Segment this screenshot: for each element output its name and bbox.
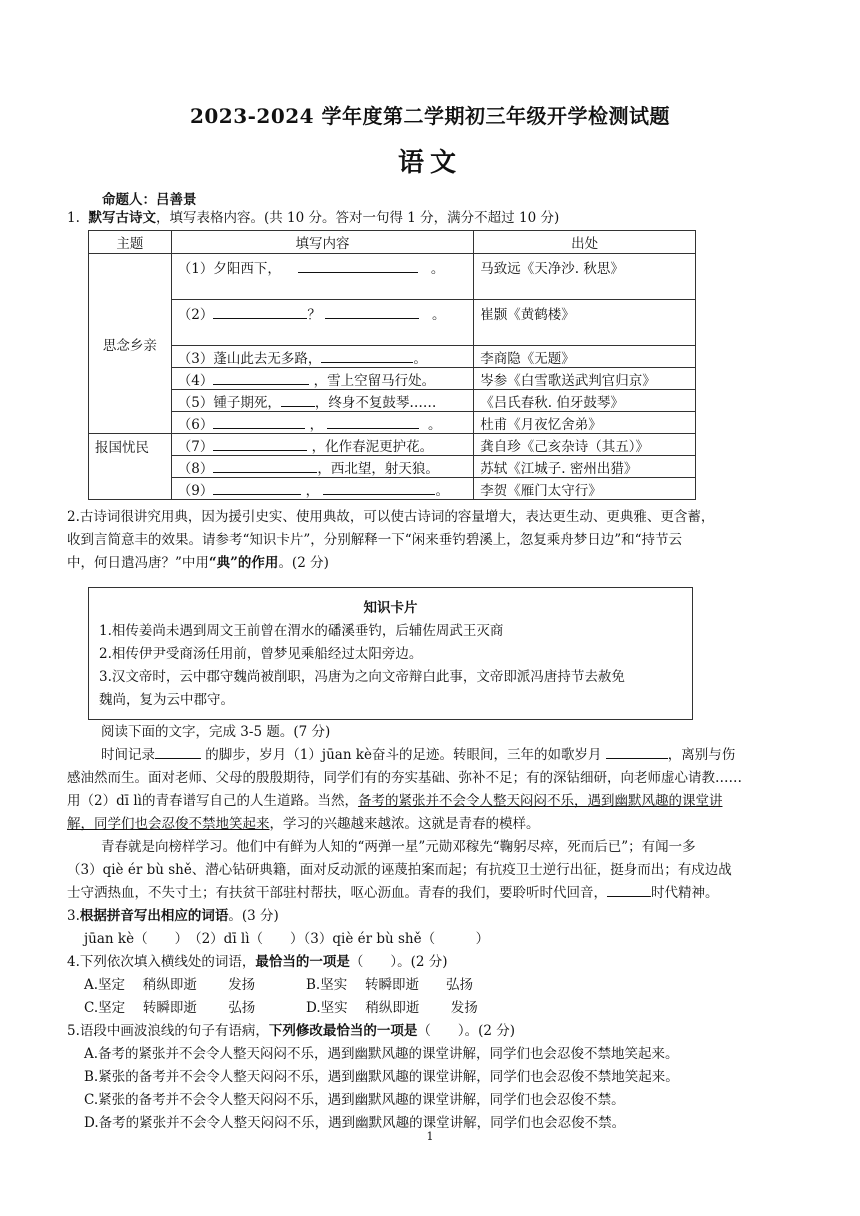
table-header-row [89,231,696,254]
q4-options-row-2 [84,997,478,1020]
answer-blank[interactable] [325,304,419,319]
q3-answers: jūan kè（ ） （2）dī lì（ ）（3）qiè ér bù shě（ ） [84,931,490,947]
q4-option-d[interactable]: D.坚实 稍纵即逝 发扬 [306,1000,478,1016]
row-9-content: （9） ， 。 [171,478,473,500]
table-row [89,368,696,390]
table-row [89,456,696,478]
answer-blank[interactable] [213,370,309,385]
q3-bold: 根据拼音写出相应的词语 [79,908,229,924]
card-title: 知识卡片 [363,600,418,616]
answer-blank[interactable] [213,458,317,473]
q5-option-b[interactable]: B.紧张的备考并不会令人整天闷闷不乐，遇到幽默风趣的课堂讲解，同学们也会忍俊不禁地笑起来。 [84,1069,679,1085]
passage-blank-2[interactable] [606,744,668,759]
passage-blank-1[interactable] [155,744,201,759]
passage-blank-3[interactable] [607,882,651,897]
table-row [89,254,696,300]
q5-option-c[interactable]: C.紧张的备考并不会令人整天闷闷不乐，遇到幽默风趣的课堂讲解，同学们也会忍俊不禁。 [84,1092,625,1108]
card-item-3-cont: 魏尚，复为云中郡守。 [99,692,234,708]
row-3-content: （3）蓬山此去无多路， 。 [171,346,473,368]
passage-p1-line-2: 感油然而生。面对老师、父母的殷殷期待，同学们有的夯实基础、弥补不足；有的深钻细研，向老师虚心请教…… [67,770,742,786]
q4-option-a[interactable]: A.坚定 稍纵即逝 发扬 [84,977,256,993]
q5-bold: 下列修改最恰当的一项是 [268,1023,418,1039]
q4-bold: 最恰当的一项是 [255,954,350,970]
subject-title: 语文 [397,148,462,178]
q3-prompt: 3.根据拼音写出相应的词语。(3 分) [67,908,279,924]
q5-prompt: 5.语段中画波浪线的句子有语病，下列修改最恰当的一项是（ ）。(2 分) [67,1023,516,1039]
table-row [89,434,696,456]
row-6-content: （6） ， 。 [171,412,473,434]
q2-line-3: 中，何日遣冯唐？”中用“典”的作用。(2 分) [67,555,329,571]
header-content: 填写内容 [171,231,473,254]
answer-blank[interactable] [327,414,419,429]
card-item-1: 1.相传姜尚未遇到周文王前曾在渭水的磻溪垂钓，后辅佐周武王灭商 [99,623,504,639]
table-row [89,390,696,412]
passage-p1-line-4: 解，同学们也会忍俊不禁地笑起来，学习的兴趣越来越浓。这就是青春的模样。 [67,816,540,832]
passage-p2-line-1: 青春就是向榜样学习。他们中有鲜为人知的“两弹一星”元勋邓稼先“鞠躬尽瘁，死而后已”；有闻一多 [101,839,696,855]
row-5-content: （5）锺子期死， ，终身不复鼓琴…… [171,390,473,412]
q5-option-d[interactable]: D.备考的紧张并不会令人整天闷闷不乐，遇到幽默风趣的课堂讲解，同学们也会忍俊不禁。 [84,1115,626,1131]
table-row [89,478,696,500]
wavy-sentence-part-2: 解，同学们也会忍俊不禁地笑起来 [67,816,270,832]
row-3-source: 李商隐《无题》 [474,346,696,368]
q2-line-1: 2.古诗词很讲究用典，因为援引史实、使用典故，可以使古诗词的容量增大，表达更生动、更典雅、更含蓄， [67,509,715,525]
row-9-source: 李贺《雁门太守行》 [474,478,696,500]
author-line: 命题人：吕善景 [102,192,197,208]
row-7-source: 龚自珍《己亥杂诗（其五）》 [474,434,696,456]
row-6-source: 杜甫《月夜忆舍弟》 [474,412,696,434]
passage-p1-line-1: 时间记录 的脚步，岁月（1）jūan kè奋斗的足迹。转眼间，三年的如歌岁月 ，离别与伤 [101,744,831,766]
wavy-sentence-part-1: 备考的紧张并不会令人整天闷闷不乐，遇到幽默风趣的课堂讲 [357,793,723,809]
answer-blank[interactable] [323,480,435,495]
header-theme: 主题 [89,231,172,254]
card-item-3: 3.汉文帝时，云中郡守魏尚被削职，冯唐为之向文帝辩白此事，文帝即派冯唐持节去赦免 [99,669,625,685]
answer-blank[interactable] [213,480,301,495]
knowledge-card [88,587,693,720]
row-5-source: 《吕氏春秋. 伯牙鼓琴》 [474,390,696,412]
q1-number: 1. [67,210,80,226]
theme-patriotic: 报国忧民 [89,434,172,500]
row-8-content: （8） ，西北望，射天狼。 [171,456,473,478]
passage-p2-line-2: （3）qiè ér bù shě、潜心钻研典籍，面对反动派的诬蔑拍案而起；有抗疫卫士逆行出征，挺身而出；有戍边战 [67,862,732,878]
theme-homesick: 思念乡亲 [89,254,172,434]
answer-blank[interactable] [213,436,307,451]
passage-p2-line-3: 士守洒热血，不失寸土；有扶贫干部驻村帮扶，呕心沥血。青春的我们，要聆听时代回音， 时代精神。 [67,882,797,904]
answer-blank[interactable] [213,304,307,319]
q1-bold: 默写古诗文 [88,210,156,226]
q4-option-b[interactable]: B.坚实 转瞬即逝 弘扬 [306,977,474,993]
answer-blank[interactable] [321,348,413,363]
exam-title: 2023-2024 学年度第二学期初三年级开学检测试题 [189,104,671,128]
answer-blank[interactable] [298,258,418,273]
q4-options-row-1 [84,974,473,997]
q1-rest: ，填写表格内容。(共 10 分。答对一句得 1 分，满分不超过 10 分) [155,210,560,226]
poem-table [88,230,696,500]
row-2-source: 崔颢《黄鹤楼》 [474,300,696,346]
q5-option-a[interactable]: A.备考的紧张并不会令人整天闷闷不乐，遇到幽默风趣的课堂讲解，同学们也会忍俊不禁地笑起来。 [84,1046,679,1062]
row-4-source: 岑参《白雪歌送武判官归京》 [474,368,696,390]
row-8-source: 苏轼《江城子. 密州出猎》 [474,456,696,478]
table-row [89,346,696,368]
page-number: 1 [426,1130,434,1143]
row-4-content: （4） ，雪上空留马行处。 [171,368,473,390]
passage-p1-line-3: 用（2）dī lì的青春谱写自己的人生道路。当然，备考的紧张并不会令人整天闷闷不乐，遇到幽默风趣的课堂讲 [67,793,723,809]
q2-bold: “典”的作用 [208,555,279,571]
row-1-content: （1）夕阳西下， 。 [171,254,473,300]
row-2-content: （2） ？ 。 [171,300,473,346]
table-row [89,300,696,346]
answer-blank[interactable] [281,392,315,407]
q4-option-c[interactable]: C.坚定 转瞬即逝 弘扬 [84,1000,256,1016]
q4-prompt: 4.下列依次填入横线处的词语，最恰当的一项是（ ）。(2 分) [67,954,448,970]
answer-blank[interactable] [213,414,305,429]
reading-intro: 阅读下面的文字，完成 3-5 题。(7 分) [101,724,331,740]
header-source: 出处 [474,231,696,254]
row-1-source: 马致远《天净沙. 秋思》 [474,254,696,300]
table-row [89,412,696,434]
card-item-2: 2.相传伊尹受商汤任用前，曾梦见乘船经过太阳旁边。 [99,646,423,662]
row-7-content: （7） ，化作春泥更护花。 [171,434,473,456]
q2-line-2: 收到言简意丰的效果。请参考“知识卡片”，分别解释一下“闲来垂钓碧溪上，忽复乘舟梦日边”和“持节云 [67,532,683,548]
q1-prompt [67,207,797,229]
